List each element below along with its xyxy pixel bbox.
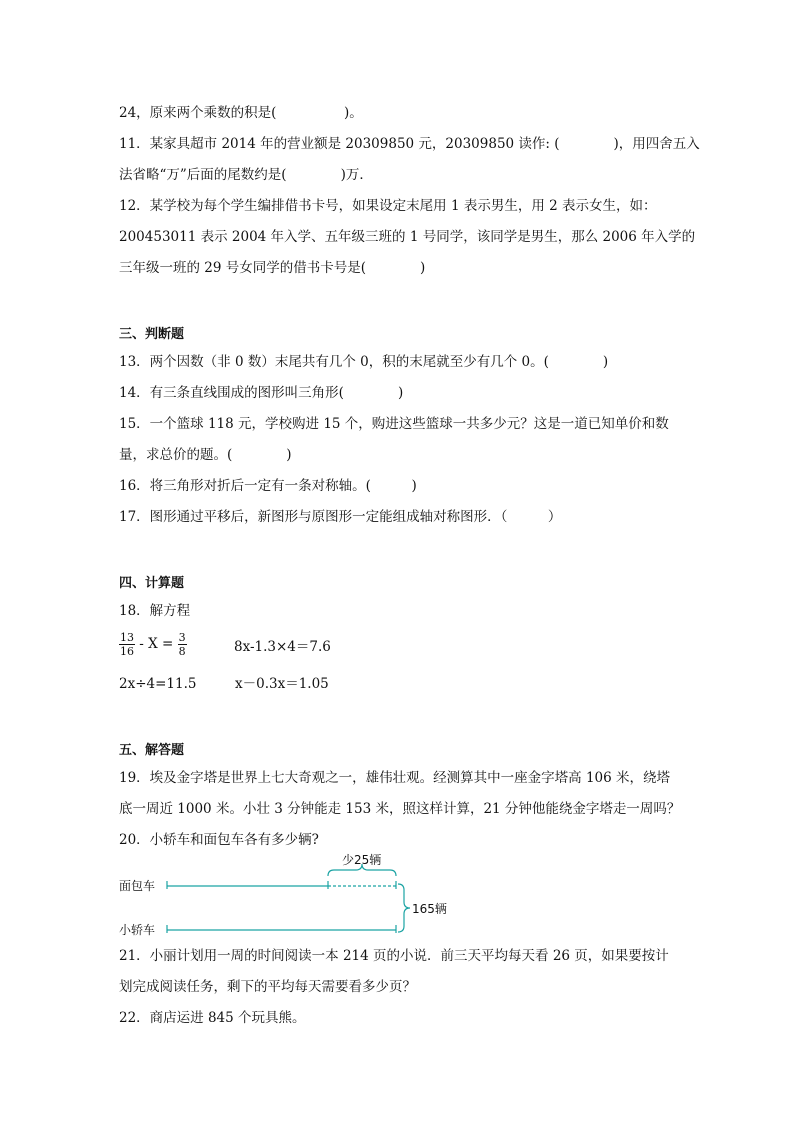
question-13: 13．两个因数（非 0 数）末尾共有几个 0，积的末尾就至少有几个 0。( ) (119, 354, 609, 370)
question-24-line: 24，原来两个乘数的积是( )。 (119, 105, 363, 121)
question-19-line-2: 底一周近 1000 米。小壮 3 分钟能走 153 米，照这样计算，21 分钟他能绕金字塔走一周吗？ (119, 801, 681, 817)
section-5-title: 五、解答题 (119, 743, 185, 758)
question-12-line-2: 200453011 表示 2004 年入学、五年级三班的 1 号同学，该同学是男生，那么 2006 年入学的 (119, 229, 696, 245)
fraction-denominator: 16 (120, 645, 134, 658)
equation-1-middle: - X = (139, 635, 174, 652)
fraction-13-16 (119, 632, 135, 657)
difference-label: 少25辆 (342, 853, 382, 867)
total-label: 165辆 (412, 902, 447, 916)
question-17: 17．图形通过平移后，新图形与原图形一定能组成轴对称图形．（ ） (119, 509, 562, 525)
equation-3: 2x÷4=11.5 (119, 676, 197, 692)
question-20: 20．小轿车和面包车各有多少辆? (119, 832, 319, 848)
question-18: 18．解方程 (119, 603, 191, 619)
question-22: 22．商店运进 845 个玩具熊。 (119, 1010, 306, 1026)
equation-2: 8x-1.3×4＝7.6 (234, 639, 331, 655)
question-14: 14．有三条直线围成的图形叫三角形( ) (119, 385, 404, 401)
question-12-line-1: 12．某学校为每个学生编排借书卡号，如果设定末尾用 1 表示男生，用 2 表示女生，如： (119, 198, 657, 214)
question-21-line-2: 划完成阅读任务，剩下的平均每天需要看多少页？ (119, 979, 416, 995)
fraction-denominator: 8 (178, 645, 186, 658)
equation-4: x－0.3x＝1.05 (235, 676, 329, 692)
fraction-numerator: 3 (178, 631, 186, 644)
car-label: 小轿车 (119, 923, 156, 937)
equation-1 (119, 632, 187, 657)
question-11-line-1: 11．某家具超市 2014 年的营业额是 20309850 元，20309850 读作: ( )，用四舍五入 (119, 136, 700, 152)
fraction-3-8 (178, 632, 187, 657)
question-16: 16．将三角形对折后一定有一条对称轴。( ) (119, 478, 417, 494)
question-21-line-1: 21．小丽计划用一周的时间阅读一本 214 页的小说．前三天平均每天看 26 页，如果要按计 (119, 948, 669, 964)
question-19-line-1: 19．埃及金字塔是世界上七大奇观之一，雄伟壮观。经测算其中一座金字塔高 106 米，绕塔 (119, 770, 671, 786)
section-4-title: 四、计算题 (119, 576, 185, 591)
van-label: 面包车 (119, 879, 156, 893)
question-11-line-2: 法省略“万”后面的尾数约是( )万． (119, 167, 373, 183)
question-15-line-1: 15．一个篮球 118 元，学校购进 15 个，购进这些篮球一共多少元？这是一道已知单价和数 (119, 416, 669, 432)
question-15-line-2: 量，求总价的题。( ) (119, 447, 292, 463)
fraction-numerator: 13 (120, 631, 134, 644)
section-3-title: 三、判断题 (119, 327, 185, 342)
question-12-line-3: 三年级一班的 29 号女同学的借书卡号是( ) (119, 260, 426, 276)
